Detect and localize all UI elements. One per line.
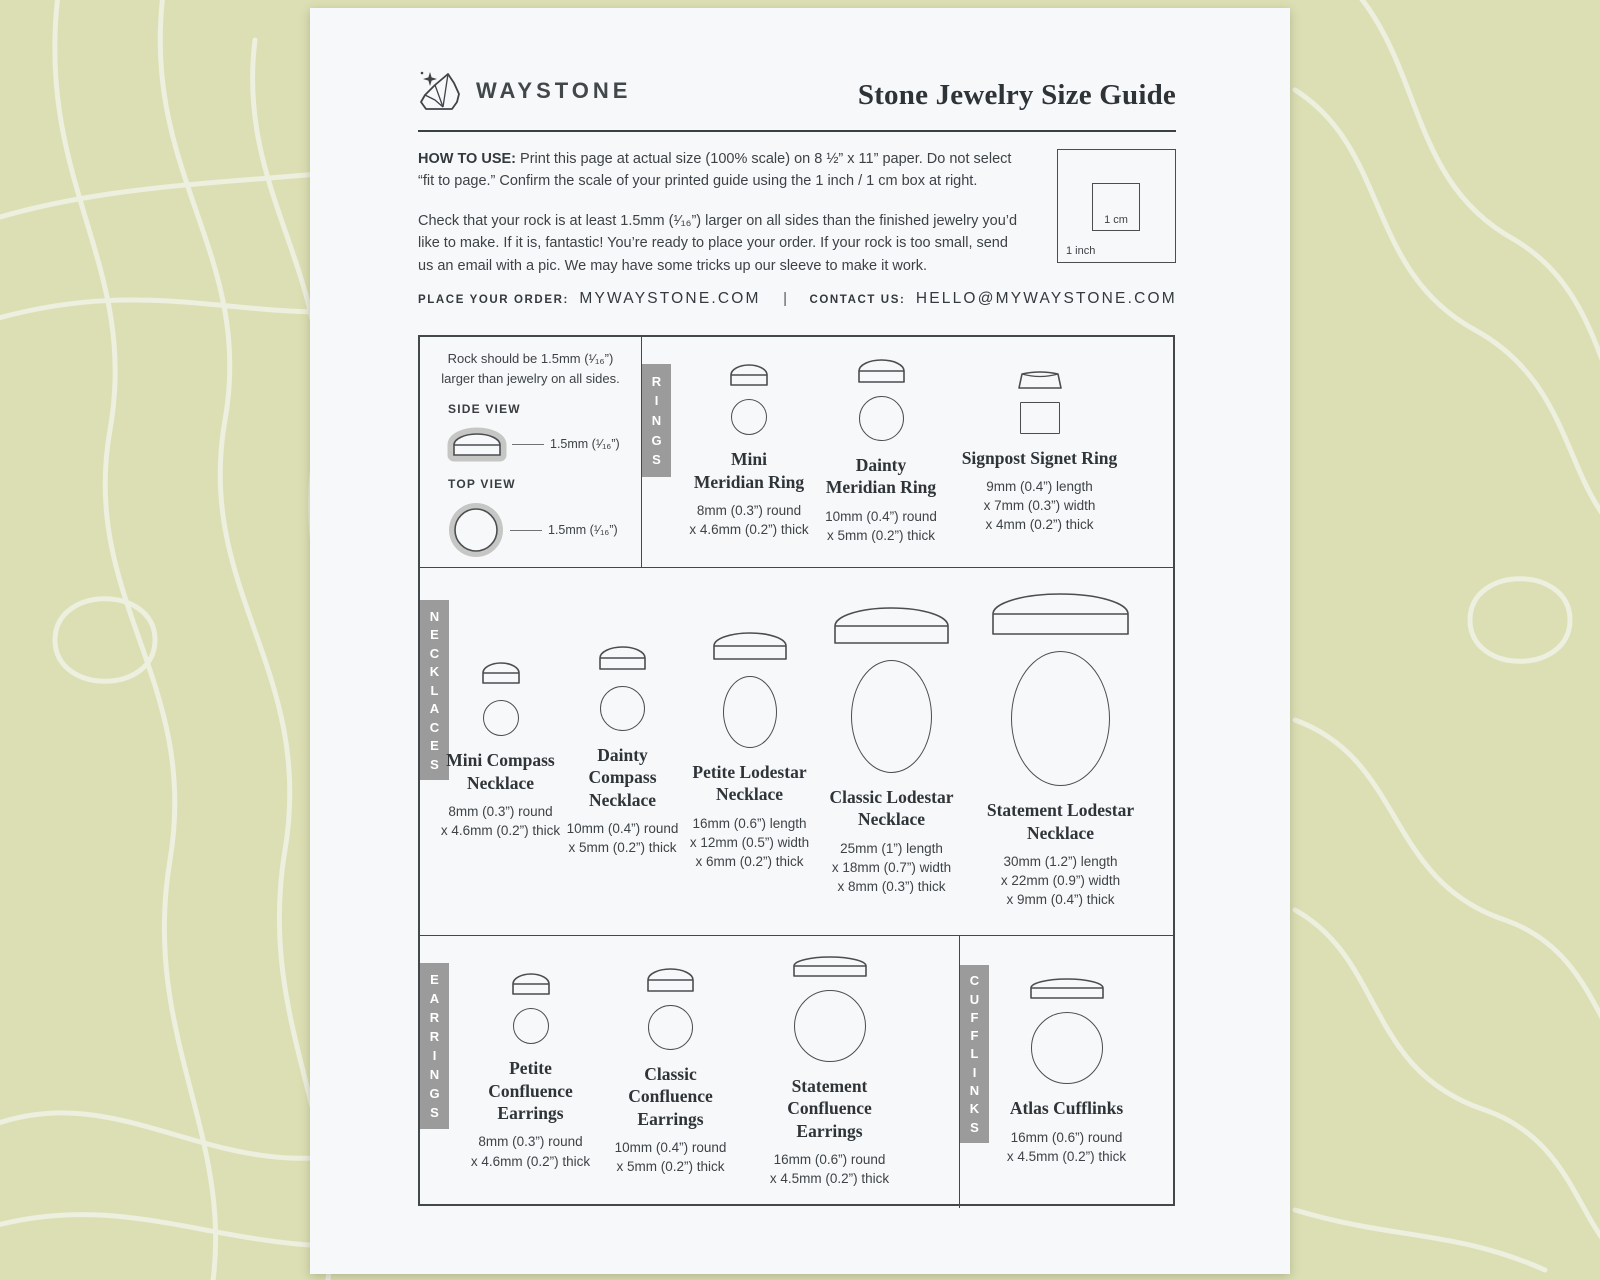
section-tab-letter: N: [969, 1083, 980, 1099]
product-name: Statement Confluence Earrings: [787, 1075, 872, 1141]
product-cell: [947, 370, 1132, 535]
section-tab-letter: S: [970, 1119, 979, 1135]
section-tab-letter: C: [969, 973, 980, 989]
section-tab-letter: R: [651, 373, 662, 389]
product-side-view: [713, 632, 787, 661]
earrings-products: [420, 936, 959, 1208]
rock-size-note-line2: larger than jewelry on all sides.: [441, 370, 620, 386]
product-top-view: [859, 396, 904, 441]
product-side-view: [730, 364, 768, 387]
product-specs: 8mm (0.3”) round x 4.6mm (0.2”) thick: [689, 503, 809, 538]
size-chart-grid: [418, 335, 1175, 1206]
product-side-view: [512, 973, 550, 996]
product-side-view: [858, 359, 905, 384]
product-top-view: [1031, 1012, 1103, 1084]
product-side-view: [647, 968, 694, 993]
product-specs: 30mm (1.2”) length x 22mm (0.9”) width x 9mm (0.4”) thick: [1000, 854, 1121, 908]
side-view-halo-shape: [446, 425, 508, 463]
top-view-diagram: [446, 500, 641, 560]
product-side-view: [834, 607, 949, 645]
product-specs: 10mm (0.4”) round x 5mm (0.2”) thick: [825, 508, 937, 543]
product-top-view: [1020, 402, 1060, 434]
product-specs: 10mm (0.4”) round x 5mm (0.2”) thick: [566, 820, 679, 856]
product-top-view: [483, 700, 519, 736]
one-cm-label: 1 cm: [1104, 214, 1128, 226]
product-cell: [741, 956, 919, 1188]
product-specs: 16mm (0.6”) round x 4.5mm (0.2”) thick: [769, 1151, 890, 1187]
rings-row: [420, 337, 1173, 567]
section-tab-letter: C: [429, 719, 440, 735]
product-name: Dainty Meridian Ring: [825, 454, 937, 498]
contact-email: HELLO@MYWAYSTONE.COM: [915, 290, 1177, 307]
product-name: Petite Confluence Earrings: [488, 1058, 573, 1124]
rings-products: [642, 337, 1173, 567]
section-tab-letter: G: [651, 432, 662, 448]
product-cell: [461, 973, 601, 1170]
rock-size-note: [428, 349, 633, 388]
product-cell: [816, 607, 968, 896]
section-tab-letter: K: [429, 664, 440, 679]
product-name: Classic Lodestar Necklace: [829, 786, 954, 830]
side-view-label: SIDE VIEW: [448, 402, 521, 416]
size-guide-page: [310, 8, 1290, 1274]
page-header: [418, 70, 1176, 112]
product-name: Mini Compass Necklace: [446, 750, 555, 793]
product-side-view: [992, 593, 1129, 636]
cufflinks-section: [960, 936, 1173, 1208]
product-top-view: [600, 686, 645, 731]
order-bar-divider: |: [783, 290, 787, 307]
product-cell: [968, 593, 1154, 909]
section-tab-letter: I: [972, 1064, 977, 1080]
product-top-view: [794, 990, 866, 1062]
section-tab-letter: S: [430, 756, 439, 772]
section-tab-letter: I: [432, 1048, 437, 1063]
waystone-crystal-logo-icon: [418, 70, 464, 112]
cufflinks-products: [960, 936, 1173, 1208]
earrings-cufflinks-row: [420, 935, 1173, 1208]
product-name: Statement Lodestar Necklace: [986, 800, 1135, 843]
section-tab-letter: A: [429, 701, 440, 716]
section-tab-letter: I: [654, 393, 659, 409]
print-scale-check-box: [1057, 149, 1176, 263]
product-cell: [683, 364, 815, 539]
section-tab-letter: E: [430, 627, 439, 642]
section-tab-letter: R: [429, 1029, 440, 1044]
product-specs: 16mm (0.6”) length x 12mm (0.5”) width x 6mm (0.2”) thick: [689, 815, 810, 869]
side-view-diagram: [446, 425, 641, 463]
product-specs: 16mm (0.6”) round x 4.5mm (0.2”) thick: [1006, 1129, 1127, 1164]
product-cell: [684, 632, 816, 871]
how-to-use-intro: Print this page at actual size (100% scale) on 8 ½” x 11” paper. Do not select “fit to page.” Confirm the scale of your printed guide using the 1 inch / 1 cm box at right.: [418, 151, 1012, 190]
product-name: Petite Lodestar Necklace: [692, 761, 807, 805]
product-name: Dainty Compass Necklace: [588, 744, 657, 810]
how-to-use-paragraph-1: [418, 148, 1026, 193]
side-view-measure: 1.5mm (¹⁄₁₆”): [550, 437, 620, 451]
one-inch-label: 1 inch: [1066, 245, 1096, 257]
rings-section: [642, 337, 1173, 567]
section-tab-letter: S: [652, 452, 661, 468]
section-tab-letter: N: [651, 412, 662, 428]
one-cm-square: [1092, 183, 1140, 231]
necklaces-products: [420, 568, 1173, 935]
product-top-view: [513, 1008, 549, 1044]
product-side-view: [599, 646, 646, 671]
product-top-view: [648, 1005, 693, 1050]
section-tab-letter: R: [429, 1010, 440, 1025]
rock-size-note-line1: Rock should be 1.5mm (¹⁄₁₆”): [447, 351, 614, 366]
section-tab-letter: F: [970, 1028, 979, 1044]
contact-us-label: CONTACT US:: [809, 294, 906, 306]
order-website: MYWAYSTONE.COM: [579, 290, 761, 307]
top-view-measure: 1.5mm (¹⁄₁₆”): [548, 523, 618, 537]
product-name: Classic Confluence Earrings: [628, 1063, 713, 1129]
product-top-view: [851, 660, 932, 773]
necklaces-section: [420, 567, 1173, 935]
section-tab-letter: L: [970, 1046, 979, 1062]
product-specs: 8mm (0.3”) round x 4.6mm (0.2”) thick: [470, 1134, 591, 1169]
product-specs: 8mm (0.3”) round x 4.6mm (0.2”) thick: [440, 804, 561, 839]
place-order-label: PLACE YOUR ORDER:: [418, 294, 569, 306]
section-tab-letter: F: [970, 1009, 979, 1025]
order-contact-bar: [418, 290, 1176, 308]
brand-wordmark: WAYSTONE: [476, 78, 632, 103]
product-top-view: [731, 399, 767, 435]
section-tab-letter: N: [429, 608, 440, 624]
product-side-view: [1030, 978, 1104, 1000]
product-cell: [601, 968, 741, 1176]
section-tab-letter: E: [430, 738, 439, 753]
product-cell: [815, 359, 947, 545]
top-view-label: TOP VIEW: [448, 477, 516, 491]
how-to-use-paragraph-2: Check that your rock is at least 1.5mm (¹⁄₁₆”) larger on all sides than the finished jewelry you’d like to make. If it is, fantastic! You’re ready to place your order. If your rock is too small, send us an email with a pic. We may have some tricks up our sleeve to make it work.: [418, 212, 1018, 274]
measure-leader-line: [512, 444, 544, 445]
section-tab-letter: A: [429, 991, 440, 1006]
product-cell: [969, 978, 1162, 1166]
section-tab-letter: G: [429, 1086, 440, 1101]
section-tab-letter: N: [429, 1067, 440, 1082]
product-name: Atlas Cufflinks: [1009, 1098, 1124, 1119]
section-tab-letter: K: [969, 1101, 980, 1117]
product-top-view: [723, 676, 777, 748]
section-tab-letter: U: [969, 991, 980, 1007]
how-to-use-label: HOW TO USE:: [418, 151, 517, 167]
measure-leader-line: [510, 530, 542, 531]
product-side-view: [1018, 370, 1062, 390]
section-tab-letter: L: [430, 682, 439, 698]
how-to-use-text: [418, 148, 1026, 294]
product-name: Mini Meridian Ring: [693, 449, 805, 492]
page-title: Stone Jewelry Size Guide: [857, 79, 1176, 111]
product-top-view: [1011, 651, 1110, 786]
section-tab-letter: S: [430, 1105, 439, 1120]
product-specs: 9mm (0.4”) length x 7mm (0.3”) width x 4mm (0.2”) thick: [983, 478, 1096, 533]
product-side-view: [793, 956, 867, 978]
rock-size-info-panel: [420, 337, 642, 567]
product-name: Signpost Signet Ring: [961, 447, 1118, 468]
header-divider-rule: [418, 130, 1176, 132]
earrings-section: [420, 936, 960, 1208]
top-view-halo-shape: [446, 500, 506, 560]
brand-block: [418, 70, 631, 112]
product-specs: 25mm (1”) length x 18mm (0.7”) width x 8mm (0.3”) thick: [831, 840, 952, 894]
section-tab-letter: C: [429, 645, 440, 661]
section-tab-letter: E: [430, 972, 439, 987]
product-specs: 10mm (0.4”) round x 5mm (0.2”) thick: [614, 1139, 727, 1175]
product-cell: [440, 662, 562, 840]
product-cell: [562, 646, 684, 857]
product-side-view: [482, 662, 520, 685]
